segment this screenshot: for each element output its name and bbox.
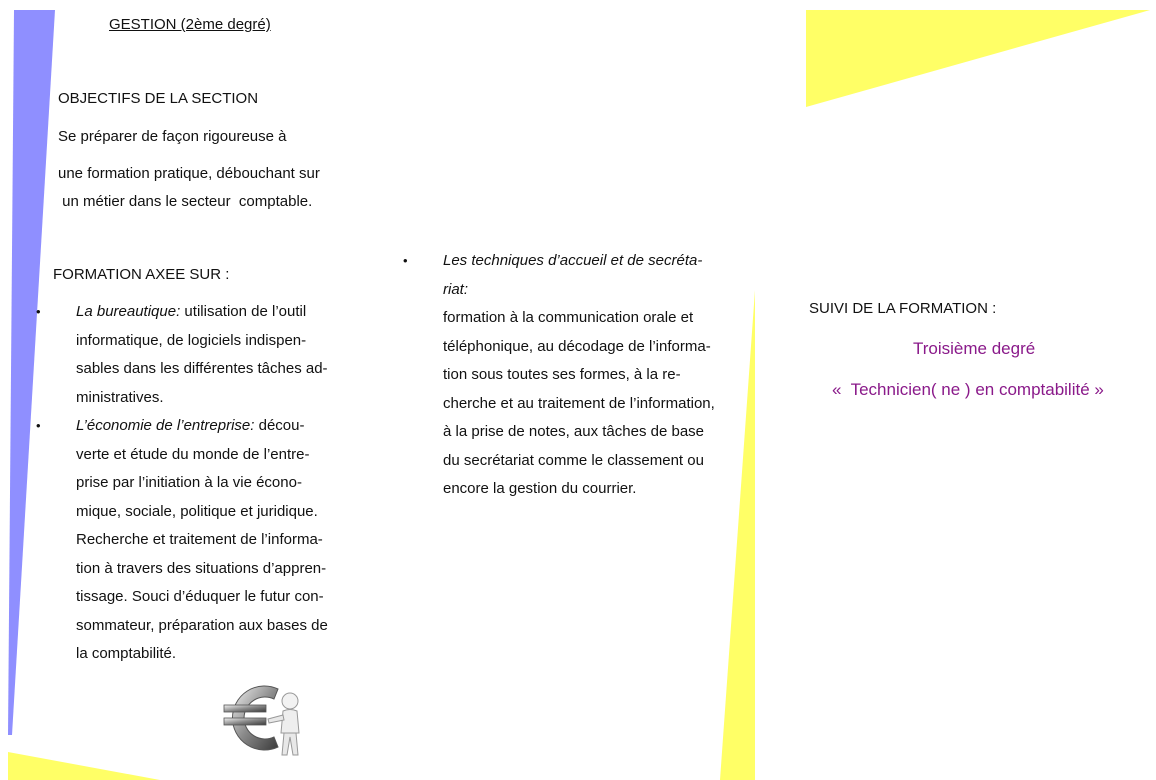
objectives-line: un métier dans le secteur comptable. bbox=[58, 193, 313, 210]
bullet-icon: • bbox=[36, 418, 41, 433]
list-item bbox=[36, 412, 366, 669]
item-text: encore la gestion du courrier. bbox=[443, 480, 637, 497]
list-item bbox=[403, 247, 753, 504]
item-text: décou- bbox=[254, 417, 305, 434]
item-text: Recherche et traitement de l’informa- bbox=[76, 531, 323, 548]
formation-list-middle bbox=[403, 247, 753, 504]
item-term: Les techniques d’accueil et de secréta- bbox=[443, 252, 703, 269]
bullet-icon: • bbox=[36, 304, 41, 319]
suivi-diploma: « Technicien( ne ) en comptabilité » bbox=[832, 380, 1104, 399]
item-text: cherche et au traitement de l’information, bbox=[443, 394, 715, 412]
bottom-left-yellow-wedge bbox=[8, 752, 160, 780]
top-right-yellow-triangle bbox=[806, 10, 1150, 107]
item-text: sables dans les différentes tâches ad- bbox=[76, 360, 328, 377]
item-text: mique, sociale, politique et juridique. bbox=[76, 502, 318, 520]
item-text: tion sous toutes ses formes, à la re- bbox=[443, 366, 681, 383]
item-text: téléphonique, au décodage de l’informa- bbox=[443, 337, 711, 355]
objectives-line: Se préparer de façon rigoureuse à bbox=[58, 128, 287, 145]
bullet-icon: • bbox=[403, 253, 408, 268]
item-text: formation à la communication orale et bbox=[443, 309, 694, 326]
item-text: à la prise de notes, aux tâches de base bbox=[443, 423, 705, 440]
euro-figure-icon bbox=[220, 675, 312, 760]
item-text: prise par l’initiation à la vie écono- bbox=[76, 474, 302, 491]
item-text: verte et étude du monde de l’entre- bbox=[76, 445, 310, 463]
item-text: ministratives. bbox=[76, 388, 164, 406]
objectives-heading: OBJECTIFS DE LA SECTION bbox=[58, 90, 259, 107]
item-text: utilisation de l’outil bbox=[180, 303, 307, 320]
suivi-degree: Troisième degré bbox=[913, 339, 1036, 358]
item-text: la comptabilité. bbox=[76, 645, 177, 662]
item-text: du secrétariat comme le classement ou bbox=[443, 451, 704, 469]
formation-list-left bbox=[36, 298, 366, 669]
item-term: L’économie de l’entreprise: bbox=[76, 417, 255, 434]
page-title: GESTION (2ème degré) bbox=[109, 16, 271, 33]
objectives-line: une formation pratique, débouchant sur bbox=[58, 165, 320, 182]
left-blue-stripe bbox=[8, 10, 55, 735]
item-text: sommateur, préparation aux bases de bbox=[76, 616, 328, 634]
item-text: tissage. Souci d’éduquer le futur con- bbox=[76, 588, 324, 605]
item-text: tion à travers des situations d’appren- bbox=[76, 559, 327, 577]
list-item bbox=[36, 298, 366, 412]
item-term: La bureautique: bbox=[76, 303, 181, 320]
formation-heading: FORMATION AXEE SUR : bbox=[53, 266, 230, 283]
suivi-heading: SUIVI DE LA FORMATION : bbox=[809, 300, 997, 317]
item-text: informatique, de logiciels indispen- bbox=[76, 331, 307, 349]
item-term: riat: bbox=[443, 280, 469, 298]
